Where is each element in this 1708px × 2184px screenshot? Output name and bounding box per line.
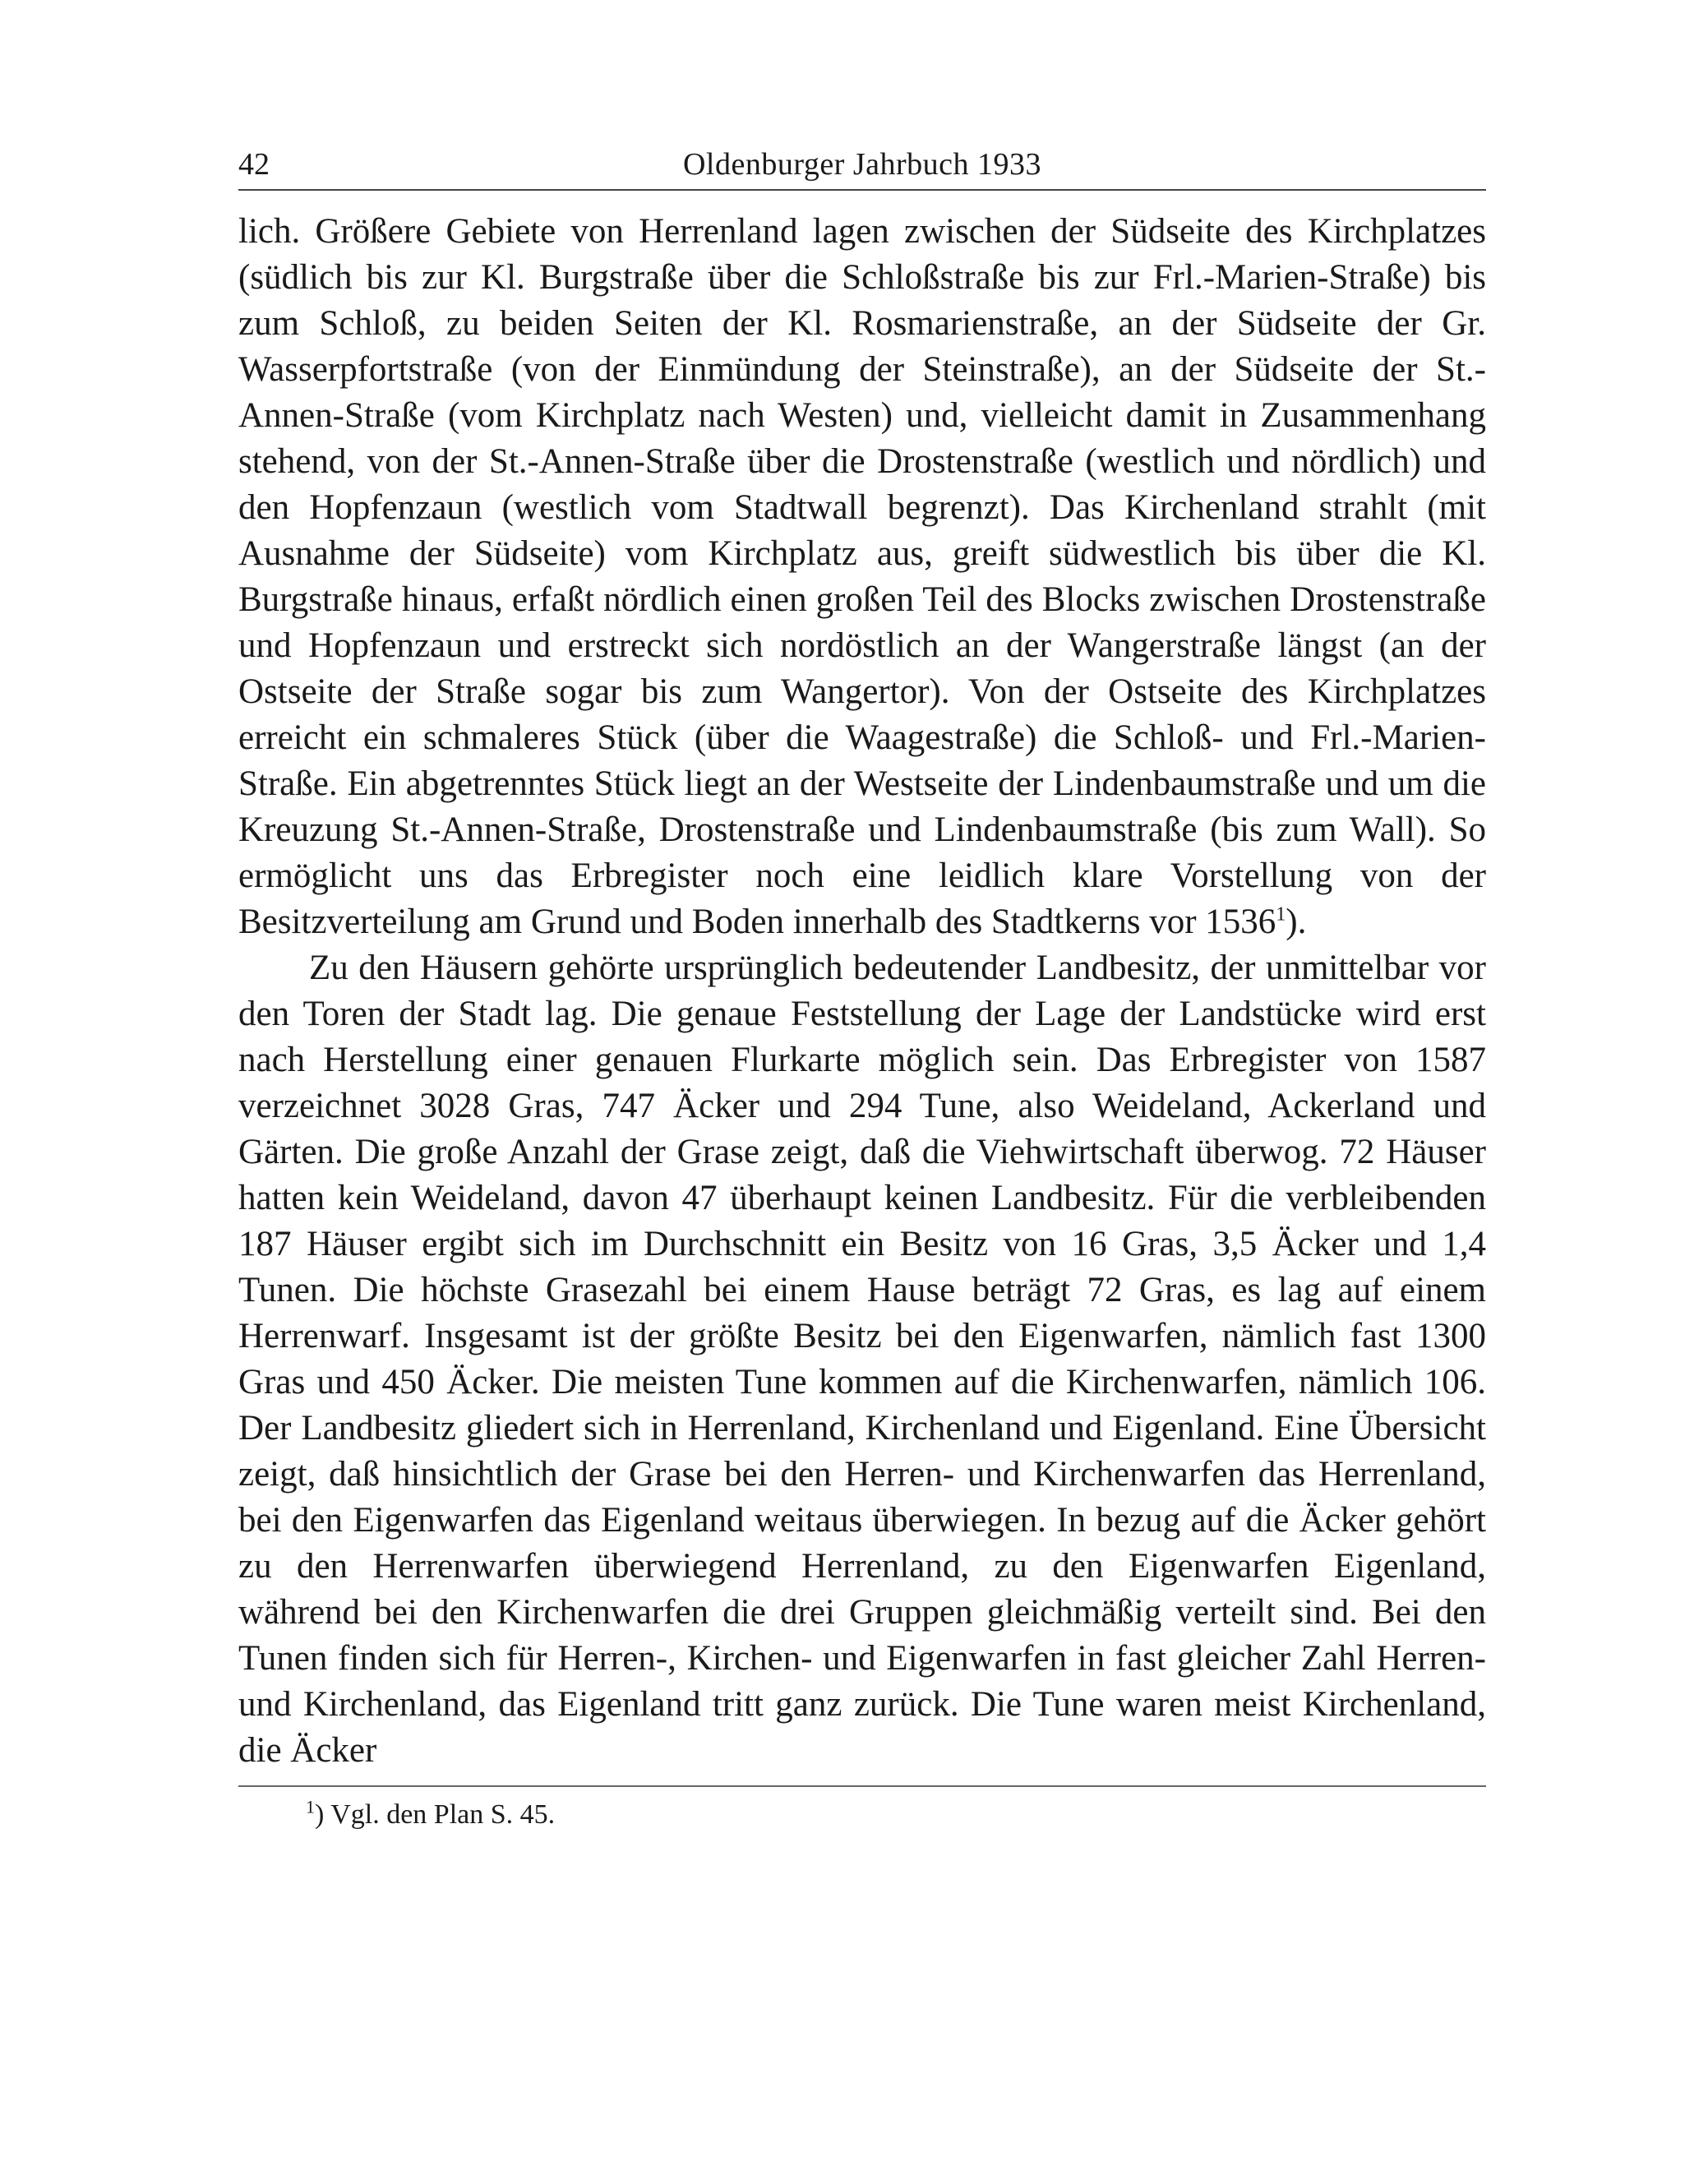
paragraph-1 (238, 209, 1486, 945)
page-number: 42 (238, 147, 270, 182)
footnote-text: ) Vgl. den Plan S. 45. (315, 1799, 556, 1830)
footnotes (238, 1797, 1486, 1833)
paragraph-1-text: lich. Größere Gebiete von Herrenland lagen zwischen der Südseite des Kirchplatzes (südlich bis zur Kl. Burgstraße über die Schloßstraße bis zur Frl.-Marien-Straße) bis zum Schloß, zu beiden Seiten der Kl. Rosmarienstraße, an der Südseite der Gr. Wasserpfortstraße (von der Einmündung der Steinstraße), an der Südseite der St.-Annen-Straße (vom Kirchplatz nach Westen) und, vielleicht damit in Zusammenhang stehend, von der St.-Annen-Straße über die Drostenstraße (westlich und nördlich) und den Hopfenzaun (westlich vom Stadtwall begrenzt). Das Kirchenland strahlt (mit Ausnahme der Südseite) vom Kirchplatz aus, greift südwestlich bis über die Kl. Burgstraße hinaus, erfaßt nördlich einen großen Teil des Blocks zwischen Drostenstraße und Hopfenzaun und erstreckt sich nordöstlich an der Wangerstraße längst (an der Ostseite der Straße sogar bis zum Wangertor). Von der Ostseite des Kirchplatzes erreicht ein schmaleres Stück (über die Waagestraße) die Schloß- und Frl.-Marien-Straße. Ein abgetrenntes Stück liegt an der Westseite der Lindenbaumstraße und um die Kreuzung St.-Annen-Straße, Drostenstraße und Lindenbaumstraße (bis zum Wall). So ermöglicht uns das Erbregister noch eine leidlich klare Vorstellung von der Besitzverteilung am Grund und Boden innerhalb des Stadtkerns vor 1536 (238, 212, 1486, 941)
document-page (238, 140, 1486, 1833)
footnote-divider (238, 1785, 1486, 1787)
body-text (238, 209, 1486, 1774)
footnote-mark: 1 (306, 1796, 315, 1817)
footnote-reference[interactable]: 1 (1276, 903, 1286, 926)
paragraph-2-text: Zu den Häusern gehörte ursprünglich bedeutender Landbesitz, der unmittelbar vor den Toren der Stadt lag. Die genaue Feststellung der Lage der Landstücke wird erst nach Herstellung einer genauen Flurkarte möglich sein. Das Erbregister von 1587 verzeichnet 3028 Gras, 747 Äcker und 294 Tune, also Weideland, Ackerland und Gärten. Die große Anzahl der Grase zeigt, daß die Viehwirtschaft überwog. 72 Häuser hatten kein Weideland, davon 47 überhaupt keinen Landbesitz. Für die verbleibenden 187 Häuser ergibt sich im Durchschnitt ein Besitz von 16 Gras, 3,5 Äcker und 1,4 Tunen. Die höchste Grasezahl bei einem Hause beträgt 72 Gras, es lag auf einem Herrenwarf. Insgesamt ist der größte Besitz bei den Eigenwarfen, nämlich fast 1300 Gras und 450 Äcker. Die meisten Tune kommen auf die Kirchenwarfen, nämlich 106. Der Landbesitz gliedert sich in Herrenland, Kirchenland und Eigenland. Eine Übersicht zeigt, daß hinsichtlich der Grase bei den Herren- und Kirchenwarfen das Herrenland, bei den Eigenwarfen das Eigenland weitaus überwiegen. In bezug auf die Äcker gehört zu den Herrenwarfen überwiegend Herrenland, zu den Eigenwarfen Eigenland, während bei den Kirchenwarfen die drei Gruppen gleichmäßig verteilt sind. Bei den Tunen finden sich für Herren-, Kirchen- und Eigenwarfen in fast gleicher Zahl Herren- und Kirchenland, das Eigenland tritt ganz zurück. Die Tune waren meist Kirchenland, die Äcker (238, 949, 1486, 1770)
paragraph-2 (238, 945, 1486, 1774)
running-header (238, 140, 1486, 191)
paragraph-1-tail: ). (1286, 903, 1307, 941)
journal-title: Oldenburger Jahrbuch 1933 (682, 147, 1042, 182)
footnote-1 (306, 1797, 1486, 1833)
